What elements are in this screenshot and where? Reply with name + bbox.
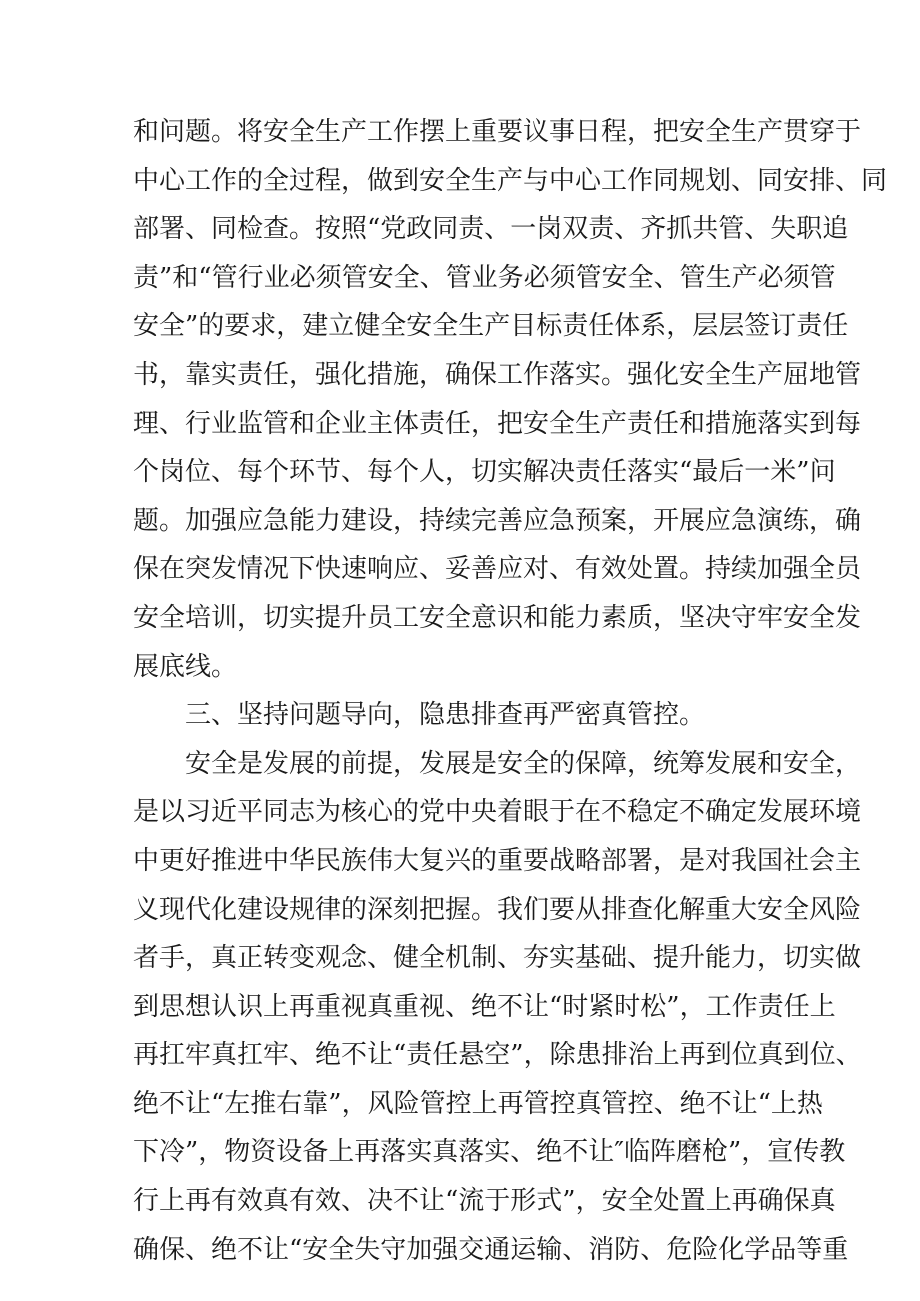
text-line: 题。加强应急能力建设，持续完善应急预案，开展应急演练，确 [133, 505, 862, 536]
text-line: 行上再有效真有效、决不让“流于形式”，安全处置上再确保真 [133, 1186, 836, 1217]
text-line: 安全培训，切实提升员工安全意识和能力素质，坚决守牢安全发 [133, 602, 862, 633]
text-line: 确保、绝不让“安全失守加强交通运输、消防、危险化学品等重 [133, 1234, 849, 1265]
text-line: 义现代化建设规律的深刻把握。我们要从排查化解重大安全风险 [133, 894, 862, 925]
text-line: 个岗位、每个环节、每个人，切实解决责任落实“最后一米”问 [133, 457, 836, 488]
text-line: 部署、同检查。按照“党政同责、一岗双责、齐抓共管、失职追 [133, 214, 849, 245]
section-heading: 三、坚持问题导向，隐患排查再严密真管控。 [185, 700, 706, 731]
body-text [133, 108, 888, 1274]
text-line: 保在突发情况下快速响应、妥善应对、有效处置。持续加强全员 [133, 554, 862, 585]
text-line: 中心工作的全过程，做到安全生产与中心工作同规划、同安排、同 [133, 165, 888, 196]
text-line: 安全”的要求，建立健全安全生产目标责任体系，层层签订责任 [133, 311, 849, 342]
text-line: 理、行业监管和企业主体责任，把安全生产责任和措施落实到每 [133, 408, 862, 439]
text-line: 书，靠实责任，强化措施，确保工作落实。强化安全生产屈地管 [133, 359, 862, 390]
text-line: 绝不让“左推右靠”，风险管控上再管控真管控、绝不让“上热 [133, 1088, 823, 1119]
text-line: 和问题。将安全生产工作摆上重要议事日程，把安全生产贯穿于 [133, 117, 862, 147]
text-line: 者手，真正转变观念、健全机制、夯实基础、提升能力，切实做 [133, 943, 862, 974]
text-line: 是以习近平同志为核心的党中央着眼于在不稳定不确定发展环境 [133, 797, 862, 828]
text-line: 展底线。 [133, 651, 238, 682]
text-line: 再扛牢真扛牢、绝不让“责任悬空”，除患排治上再到位真到位、 [133, 1040, 862, 1071]
text-line: 责”和“管行业必须管安全、管业务必须管安全、管生产必须管 [133, 262, 836, 293]
text-line: 下冷”，物资设备上再落实真落实、绝不让″临阵磨枪”，宣传教 [133, 1137, 846, 1168]
paragraph-first-line: 安全是发展的前提，发展是安全的保障，统筹发展和安全， [185, 748, 862, 779]
text-line: 中更好推进中华民族伟大复兴的重要战略部署，是对我国社会主 [133, 845, 862, 876]
text-line: 到思想认识上再重视真重视、绝不让“时紧时松”，工作责任上 [133, 991, 836, 1022]
